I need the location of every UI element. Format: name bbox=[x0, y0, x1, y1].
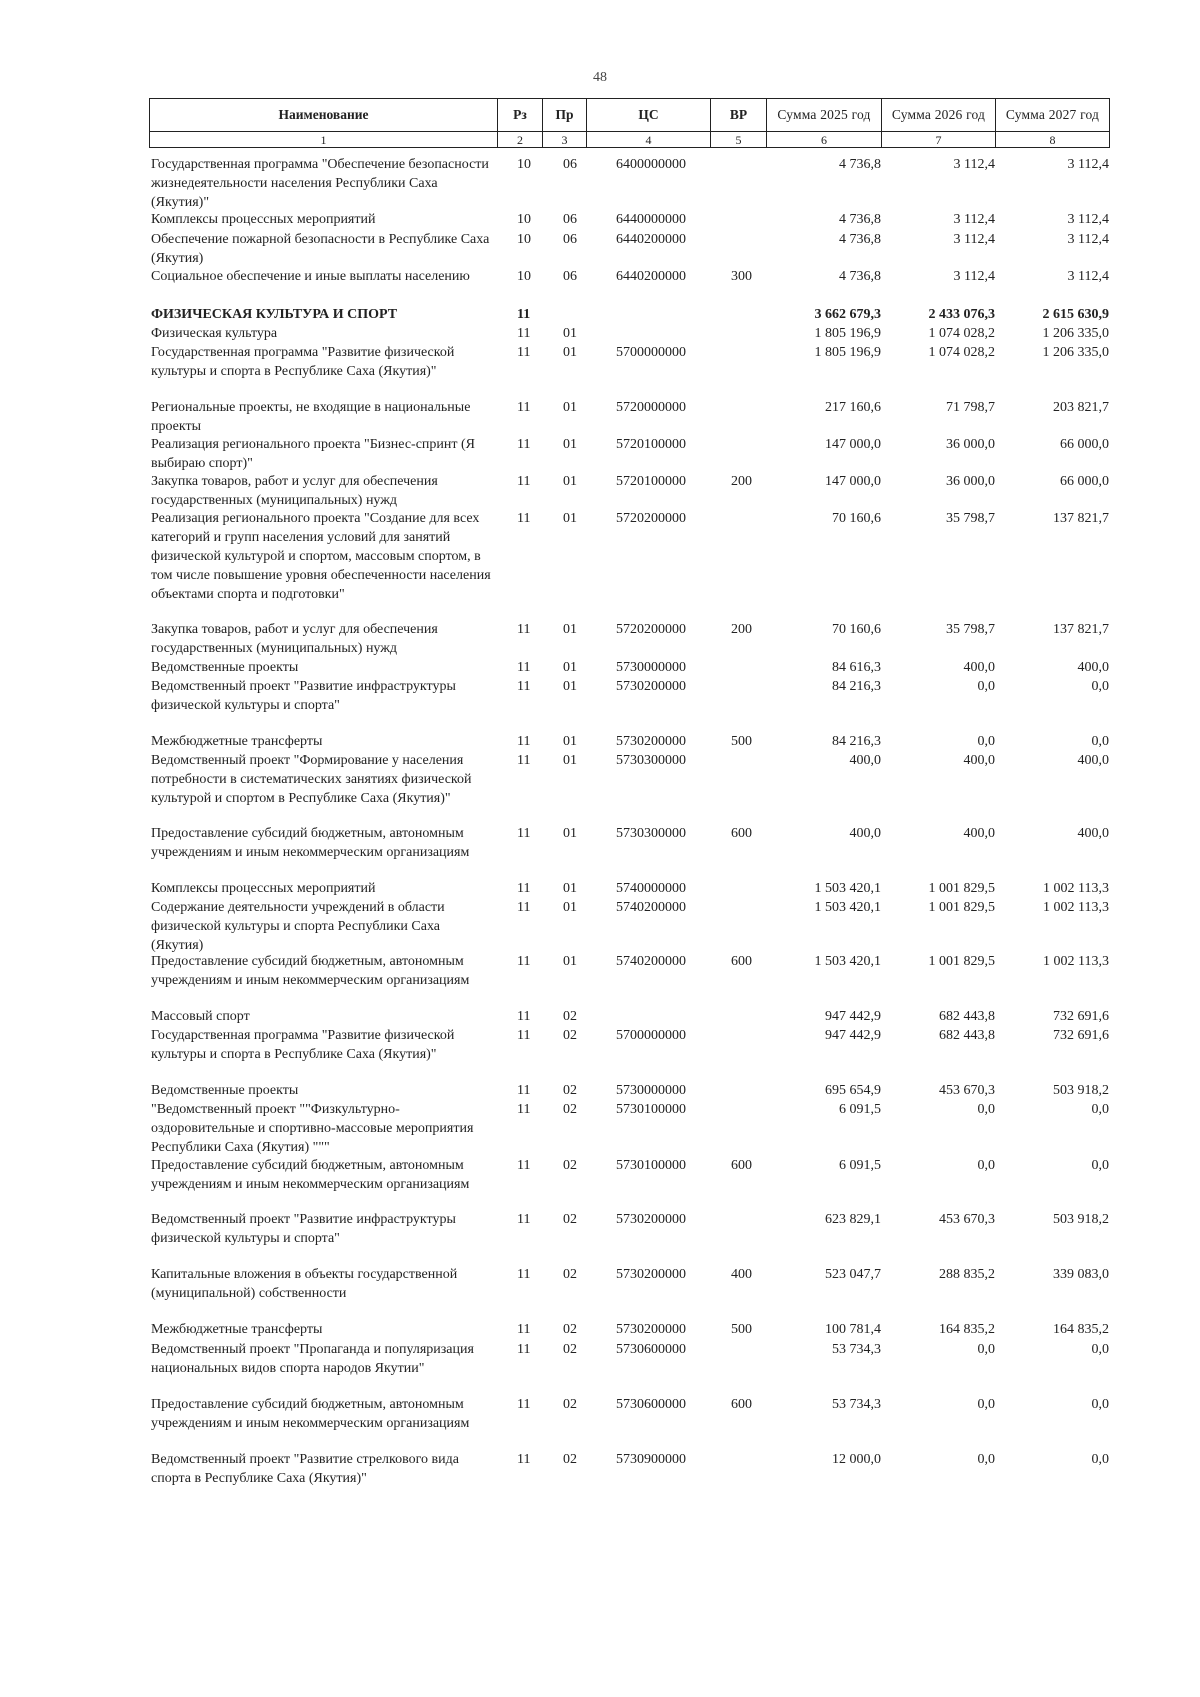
table-row bbox=[149, 658, 1111, 677]
row-sum-2025: 947 442,9 bbox=[825, 1028, 881, 1043]
row-rz: 11 bbox=[517, 660, 531, 675]
row-sum-2025: 70 160,6 bbox=[832, 622, 881, 637]
row-cs: 6400000000 bbox=[616, 157, 686, 172]
row-name: Ведомственный проект "Пропаганда и популяризация национальных видов спорта народов Якутии" bbox=[151, 1342, 474, 1376]
row-sum-2026: 0,0 bbox=[977, 1158, 995, 1173]
row-cs: 5730000000 bbox=[616, 1083, 686, 1098]
row-cs: 5700000000 bbox=[616, 1028, 686, 1043]
row-name: Социальное обеспечение и иные выплаты населению bbox=[151, 269, 470, 284]
row-name: Государственная программа "Развитие физической культуры и спорта в Республике Саха (Якутия)" bbox=[151, 1028, 455, 1062]
row-name: Массовый спорт bbox=[151, 1009, 250, 1024]
row-sum-2025: 400,0 bbox=[849, 753, 881, 768]
row-vr: 600 bbox=[731, 826, 752, 841]
col-header-name: Наименование bbox=[150, 99, 498, 132]
row-sum-2027: 2 615 630,9 bbox=[1042, 307, 1109, 322]
col-header-vr: ВР bbox=[711, 99, 767, 132]
row-name: Ведомственные проекты bbox=[151, 1083, 299, 1098]
col-number: 7 bbox=[882, 132, 996, 148]
row-sum-2027: 203 821,7 bbox=[1053, 400, 1109, 415]
row-cs: 5730000000 bbox=[616, 660, 686, 675]
table-row bbox=[149, 509, 1111, 604]
row-sum-2026: 1 074 028,2 bbox=[928, 326, 995, 341]
row-sum-2025: 400,0 bbox=[849, 826, 881, 841]
row-cs: 5730200000 bbox=[616, 1322, 686, 1337]
row-sum-2026: 1 001 829,5 bbox=[928, 954, 995, 969]
col-number: 1 bbox=[150, 132, 498, 148]
row-sum-2025: 1 503 420,1 bbox=[814, 900, 881, 915]
row-sum-2025: 695 654,9 bbox=[825, 1083, 881, 1098]
row-cs: 5730600000 bbox=[616, 1397, 686, 1412]
row-sum-2025: 3 662 679,3 bbox=[814, 307, 881, 322]
row-name: Комплексы процессных мероприятий bbox=[151, 212, 376, 227]
row-sum-2026: 0,0 bbox=[977, 734, 995, 749]
table-row bbox=[149, 324, 1111, 343]
row-sum-2025: 1 805 196,9 bbox=[814, 326, 881, 341]
row-cs: 6440200000 bbox=[616, 269, 686, 284]
row-vr: 400 bbox=[731, 1267, 752, 1282]
row-cs: 5730100000 bbox=[616, 1102, 686, 1117]
row-sum-2027: 66 000,0 bbox=[1060, 437, 1109, 452]
row-sum-2027: 137 821,7 bbox=[1053, 511, 1109, 526]
row-vr: 600 bbox=[731, 1397, 752, 1412]
row-rz: 10 bbox=[517, 212, 531, 227]
row-name: Региональные проекты, не входящие в национальные проекты bbox=[151, 400, 471, 434]
row-sum-2026: 3 112,4 bbox=[953, 212, 995, 227]
row-rz: 11 bbox=[517, 1267, 531, 1282]
row-sum-2027: 137 821,7 bbox=[1053, 622, 1109, 637]
row-sum-2026: 0,0 bbox=[977, 1102, 995, 1117]
row-rz: 11 bbox=[517, 1102, 531, 1117]
row-pr: 02 bbox=[563, 1212, 577, 1227]
row-sum-2027: 0,0 bbox=[1091, 679, 1109, 694]
row-vr: 200 bbox=[731, 474, 752, 489]
row-name: Ведомственный проект "Развитие стрелкового вида спорта в Республике Саха (Якутия)" bbox=[151, 1452, 459, 1486]
row-vr: 600 bbox=[731, 1158, 752, 1173]
row-rz: 10 bbox=[517, 232, 531, 247]
row-cs: 5740200000 bbox=[616, 900, 686, 915]
row-rz: 11 bbox=[517, 1028, 531, 1043]
row-pr: 02 bbox=[563, 1397, 577, 1412]
row-name: "Ведомственный проект ""Физкультурно-оздоровительные и спортивно-массовые мероприятия Республики Саха (Якутия) """ bbox=[151, 1102, 474, 1155]
col-header-sum-2025: Сумма 2025 год bbox=[767, 99, 882, 132]
row-sum-2026: 35 798,7 bbox=[946, 511, 995, 526]
row-sum-2027: 400,0 bbox=[1077, 753, 1109, 768]
row-cs: 5730600000 bbox=[616, 1342, 686, 1357]
col-header-sum-2027: Сумма 2027 год bbox=[996, 99, 1110, 132]
row-rz: 11 bbox=[517, 437, 531, 452]
row-name: Предоставление субсидий бюджетным, автономным учреждениям и иным некоммерческим организациям bbox=[151, 1158, 470, 1192]
row-sum-2025: 4 736,8 bbox=[839, 157, 881, 172]
col-header-rz: Рз bbox=[498, 99, 543, 132]
row-sum-2025: 947 442,9 bbox=[825, 1009, 881, 1024]
row-name: ФИЗИЧЕСКАЯ КУЛЬТУРА И СПОРТ bbox=[151, 307, 398, 322]
row-rz: 11 bbox=[517, 826, 531, 841]
row-name: Реализация регионального проекта "Создание для всех категорий и групп населения условий для занятий физической культурой и спортом, массовым спортом, в том числе повышение уровня обеспеченности населения объектами спорта и подготовки" bbox=[151, 511, 491, 602]
row-cs: 5730300000 bbox=[616, 826, 686, 841]
row-pr: 02 bbox=[563, 1267, 577, 1282]
table-row bbox=[149, 1081, 1111, 1100]
row-sum-2027: 3 112,4 bbox=[1067, 269, 1109, 284]
table-row bbox=[149, 305, 1111, 324]
row-cs: 5730100000 bbox=[616, 1158, 686, 1173]
table-row bbox=[149, 1100, 1111, 1157]
row-cs: 5730900000 bbox=[616, 1452, 686, 1467]
row-sum-2026: 400,0 bbox=[963, 826, 995, 841]
row-sum-2026: 3 112,4 bbox=[953, 232, 995, 247]
table-row bbox=[149, 1265, 1111, 1303]
row-sum-2026: 288 835,2 bbox=[939, 1267, 995, 1282]
row-pr: 02 bbox=[563, 1102, 577, 1117]
row-sum-2026: 35 798,7 bbox=[946, 622, 995, 637]
row-rz: 11 bbox=[517, 307, 531, 322]
row-rz: 11 bbox=[517, 1009, 531, 1024]
row-sum-2026: 453 670,3 bbox=[939, 1083, 995, 1098]
row-pr: 01 bbox=[563, 400, 577, 415]
row-sum-2025: 523 047,7 bbox=[825, 1267, 881, 1282]
table-row bbox=[149, 677, 1111, 715]
row-pr: 02 bbox=[563, 1028, 577, 1043]
table-row bbox=[149, 230, 1111, 268]
row-sum-2025: 4 736,8 bbox=[839, 232, 881, 247]
row-name: Комплексы процессных мероприятий bbox=[151, 881, 376, 896]
row-sum-2025: 53 734,3 bbox=[832, 1342, 881, 1357]
row-pr: 01 bbox=[563, 734, 577, 749]
row-sum-2025: 6 091,5 bbox=[839, 1158, 881, 1173]
table-row bbox=[149, 732, 1111, 751]
row-sum-2026: 400,0 bbox=[963, 660, 995, 675]
row-sum-2025: 100 781,4 bbox=[825, 1322, 881, 1337]
table-row bbox=[149, 1395, 1111, 1433]
row-name: Предоставление субсидий бюджетным, автономным учреждениям и иным некоммерческим организациям bbox=[151, 1397, 470, 1431]
row-sum-2027: 732 691,6 bbox=[1053, 1009, 1109, 1024]
table-row bbox=[149, 155, 1111, 212]
row-sum-2025: 217 160,6 bbox=[825, 400, 881, 415]
row-cs: 5740200000 bbox=[616, 954, 686, 969]
row-cs: 6440000000 bbox=[616, 212, 686, 227]
col-number: 6 bbox=[767, 132, 882, 148]
row-rz: 11 bbox=[517, 511, 531, 526]
row-sum-2025: 70 160,6 bbox=[832, 511, 881, 526]
row-sum-2026: 2 433 076,3 bbox=[928, 307, 995, 322]
row-name: Государственная программа "Развитие физической культуры и спорта в Республике Саха (Якутия)" bbox=[151, 345, 455, 379]
row-rz: 11 bbox=[517, 881, 531, 896]
table-row bbox=[149, 1340, 1111, 1378]
table-row bbox=[149, 472, 1111, 510]
row-sum-2027: 1 002 113,3 bbox=[1043, 881, 1109, 896]
row-cs: 5730200000 bbox=[616, 1212, 686, 1227]
row-rz: 11 bbox=[517, 622, 531, 637]
row-sum-2025: 147 000,0 bbox=[825, 437, 881, 452]
row-sum-2025: 147 000,0 bbox=[825, 474, 881, 489]
row-sum-2025: 84 216,3 bbox=[832, 734, 881, 749]
row-sum-2026: 0,0 bbox=[977, 1452, 995, 1467]
table-row bbox=[149, 1007, 1111, 1026]
row-sum-2025: 84 216,3 bbox=[832, 679, 881, 694]
row-name: Ведомственный проект "Развитие инфраструктуры физической культуры и спорта" bbox=[151, 1212, 456, 1246]
row-name: Межбюджетные трансферты bbox=[151, 734, 323, 749]
row-cs: 5730200000 bbox=[616, 1267, 686, 1282]
table-row bbox=[149, 751, 1111, 808]
row-pr: 02 bbox=[563, 1342, 577, 1357]
row-pr: 02 bbox=[563, 1158, 577, 1173]
row-sum-2027: 3 112,4 bbox=[1067, 157, 1109, 172]
row-vr: 500 bbox=[731, 1322, 752, 1337]
row-name: Ведомственный проект "Формирование у населения потребности в систематических занятиях физической культурой и спортом в Республике Саха (Якутия)" bbox=[151, 753, 472, 806]
row-name: Закупка товаров, работ и услуг для обеспечения государственных (муниципальных) нужд bbox=[151, 622, 438, 656]
table-row bbox=[149, 824, 1111, 862]
row-name: Физическая культура bbox=[151, 326, 278, 341]
row-name: Ведомственные проекты bbox=[151, 660, 299, 675]
row-sum-2026: 164 835,2 bbox=[939, 1322, 995, 1337]
row-sum-2026: 1 074 028,2 bbox=[928, 345, 995, 360]
row-cs: 5740000000 bbox=[616, 881, 686, 896]
table-row bbox=[149, 267, 1111, 286]
row-name: Реализация регионального проекта "Бизнес-спринт (Я выбираю спорт)" bbox=[151, 437, 476, 471]
col-number: 8 bbox=[996, 132, 1110, 148]
row-name: Государственная программа "Обеспечение безопасности жизнедеятельности населения Республики Саха (Якутия)" bbox=[151, 157, 489, 210]
page-number: 48 bbox=[593, 70, 607, 85]
table-row bbox=[149, 435, 1111, 473]
row-vr: 300 bbox=[731, 269, 752, 284]
row-sum-2027: 1 002 113,3 bbox=[1043, 900, 1109, 915]
row-sum-2027: 0,0 bbox=[1091, 1102, 1109, 1117]
row-name: Межбюджетные трансферты bbox=[151, 1322, 323, 1337]
row-cs: 6440200000 bbox=[616, 232, 686, 247]
table-row bbox=[149, 343, 1111, 381]
row-sum-2027: 0,0 bbox=[1091, 734, 1109, 749]
row-cs: 5730300000 bbox=[616, 753, 686, 768]
table-row bbox=[149, 398, 1111, 436]
row-sum-2027: 339 083,0 bbox=[1053, 1267, 1109, 1282]
row-sum-2027: 503 918,2 bbox=[1053, 1083, 1109, 1098]
col-number: 2 bbox=[498, 132, 543, 148]
row-pr: 01 bbox=[563, 679, 577, 694]
row-sum-2025: 6 091,5 bbox=[839, 1102, 881, 1117]
col-number: 4 bbox=[587, 132, 711, 148]
row-sum-2027: 1 206 335,0 bbox=[1042, 326, 1109, 341]
row-rz: 11 bbox=[517, 326, 531, 341]
row-sum-2026: 3 112,4 bbox=[953, 157, 995, 172]
row-pr: 01 bbox=[563, 437, 577, 452]
row-sum-2027: 66 000,0 bbox=[1060, 474, 1109, 489]
row-sum-2025: 1 503 420,1 bbox=[814, 881, 881, 896]
row-sum-2025: 4 736,8 bbox=[839, 212, 881, 227]
row-sum-2027: 400,0 bbox=[1077, 826, 1109, 841]
row-sum-2026: 1 001 829,5 bbox=[928, 881, 995, 896]
row-cs: 5720100000 bbox=[616, 437, 686, 452]
row-pr: 02 bbox=[563, 1452, 577, 1467]
row-name: Обеспечение пожарной безопасности в Республике Саха (Якутия) bbox=[151, 232, 490, 266]
row-pr: 01 bbox=[563, 900, 577, 915]
row-pr: 01 bbox=[563, 511, 577, 526]
table-row bbox=[149, 879, 1111, 898]
row-sum-2026: 1 001 829,5 bbox=[928, 900, 995, 915]
row-rz: 11 bbox=[517, 1083, 531, 1098]
row-vr: 200 bbox=[731, 622, 752, 637]
table-row bbox=[149, 1210, 1111, 1248]
row-rz: 11 bbox=[517, 1342, 531, 1357]
row-sum-2026: 0,0 bbox=[977, 1342, 995, 1357]
row-sum-2026: 682 443,8 bbox=[939, 1028, 995, 1043]
table-row bbox=[149, 620, 1111, 658]
col-header-cs: ЦС bbox=[587, 99, 711, 132]
row-sum-2026: 453 670,3 bbox=[939, 1212, 995, 1227]
row-pr: 02 bbox=[563, 1009, 577, 1024]
row-sum-2025: 12 000,0 bbox=[832, 1452, 881, 1467]
row-sum-2026: 36 000,0 bbox=[946, 474, 995, 489]
col-header-sum-2026: Сумма 2026 год bbox=[882, 99, 996, 132]
row-rz: 10 bbox=[517, 269, 531, 284]
row-name: Ведомственный проект "Развитие инфраструктуры физической культуры и спорта" bbox=[151, 679, 456, 713]
row-rz: 11 bbox=[517, 679, 531, 694]
row-sum-2027: 1 002 113,3 bbox=[1043, 954, 1109, 969]
row-sum-2027: 732 691,6 bbox=[1053, 1028, 1109, 1043]
row-sum-2025: 1 805 196,9 bbox=[814, 345, 881, 360]
row-pr: 01 bbox=[563, 954, 577, 969]
row-rz: 11 bbox=[517, 1397, 531, 1412]
row-sum-2027: 1 206 335,0 bbox=[1042, 345, 1109, 360]
row-sum-2026: 0,0 bbox=[977, 679, 995, 694]
row-sum-2025: 84 616,3 bbox=[832, 660, 881, 675]
row-rz: 11 bbox=[517, 900, 531, 915]
table-row bbox=[149, 952, 1111, 990]
row-cs: 5720200000 bbox=[616, 622, 686, 637]
row-pr: 01 bbox=[563, 753, 577, 768]
row-rz: 11 bbox=[517, 1158, 531, 1173]
row-sum-2027: 0,0 bbox=[1091, 1158, 1109, 1173]
row-cs: 5720000000 bbox=[616, 400, 686, 415]
row-rz: 11 bbox=[517, 1322, 531, 1337]
row-sum-2026: 71 798,7 bbox=[946, 400, 995, 415]
row-cs: 5720200000 bbox=[616, 511, 686, 526]
table-row bbox=[149, 1156, 1111, 1194]
row-cs: 5730200000 bbox=[616, 734, 686, 749]
row-sum-2027: 503 918,2 bbox=[1053, 1212, 1109, 1227]
row-cs: 5700000000 bbox=[616, 345, 686, 360]
row-rz: 10 bbox=[517, 157, 531, 172]
col-number: 3 bbox=[543, 132, 587, 148]
col-header-pr: Пр bbox=[543, 99, 587, 132]
row-name: Закупка товаров, работ и услуг для обеспечения государственных (муниципальных) нужд bbox=[151, 474, 438, 508]
row-pr: 01 bbox=[563, 881, 577, 896]
row-sum-2026: 3 112,4 bbox=[953, 269, 995, 284]
row-cs: 5720100000 bbox=[616, 474, 686, 489]
row-name: Содержание деятельности учреждений в области физической культуры и спорта Республики Саха (Якутия) bbox=[151, 900, 445, 953]
row-vr: 500 bbox=[731, 734, 752, 749]
table-row bbox=[149, 898, 1111, 955]
row-pr: 01 bbox=[563, 345, 577, 360]
row-pr: 01 bbox=[563, 660, 577, 675]
table-header bbox=[149, 98, 1110, 148]
table-row bbox=[149, 210, 1111, 229]
row-pr: 01 bbox=[563, 826, 577, 841]
row-cs: 5730200000 bbox=[616, 679, 686, 694]
row-sum-2027: 0,0 bbox=[1091, 1452, 1109, 1467]
row-sum-2027: 3 112,4 bbox=[1067, 212, 1109, 227]
row-sum-2025: 53 734,3 bbox=[832, 1397, 881, 1412]
row-rz: 11 bbox=[517, 474, 531, 489]
row-sum-2027: 164 835,2 bbox=[1053, 1322, 1109, 1337]
row-pr: 01 bbox=[563, 326, 577, 341]
col-number: 5 bbox=[711, 132, 767, 148]
table-row bbox=[149, 1320, 1111, 1339]
row-pr: 01 bbox=[563, 622, 577, 637]
row-sum-2026: 682 443,8 bbox=[939, 1009, 995, 1024]
row-rz: 11 bbox=[517, 734, 531, 749]
row-pr: 02 bbox=[563, 1083, 577, 1098]
row-sum-2026: 36 000,0 bbox=[946, 437, 995, 452]
row-rz: 11 bbox=[517, 1212, 531, 1227]
row-name: Предоставление субсидий бюджетным, автономным учреждениям и иным некоммерческим организациям bbox=[151, 954, 470, 988]
row-pr: 02 bbox=[563, 1322, 577, 1337]
row-sum-2025: 623 829,1 bbox=[825, 1212, 881, 1227]
row-sum-2025: 1 503 420,1 bbox=[814, 954, 881, 969]
row-rz: 11 bbox=[517, 345, 531, 360]
row-pr: 06 bbox=[563, 157, 577, 172]
row-sum-2026: 400,0 bbox=[963, 753, 995, 768]
row-pr: 06 bbox=[563, 269, 577, 284]
table-row bbox=[149, 1026, 1111, 1064]
row-sum-2026: 0,0 bbox=[977, 1397, 995, 1412]
row-name: Предоставление субсидий бюджетным, автономным учреждениям и иным некоммерческим организациям bbox=[151, 826, 470, 860]
row-rz: 11 bbox=[517, 954, 531, 969]
row-pr: 06 bbox=[563, 212, 577, 227]
row-sum-2027: 0,0 bbox=[1091, 1397, 1109, 1412]
row-sum-2027: 0,0 bbox=[1091, 1342, 1109, 1357]
table-row bbox=[149, 1450, 1111, 1488]
row-vr: 600 bbox=[731, 954, 752, 969]
row-rz: 11 bbox=[517, 1452, 531, 1467]
row-pr: 06 bbox=[563, 232, 577, 247]
row-rz: 11 bbox=[517, 400, 531, 415]
row-name: Капитальные вложения в объекты государственной (муниципальной) собственности bbox=[151, 1267, 458, 1301]
row-pr: 01 bbox=[563, 474, 577, 489]
row-sum-2027: 400,0 bbox=[1077, 660, 1109, 675]
row-rz: 11 bbox=[517, 753, 531, 768]
row-sum-2025: 4 736,8 bbox=[839, 269, 881, 284]
row-sum-2027: 3 112,4 bbox=[1067, 232, 1109, 247]
